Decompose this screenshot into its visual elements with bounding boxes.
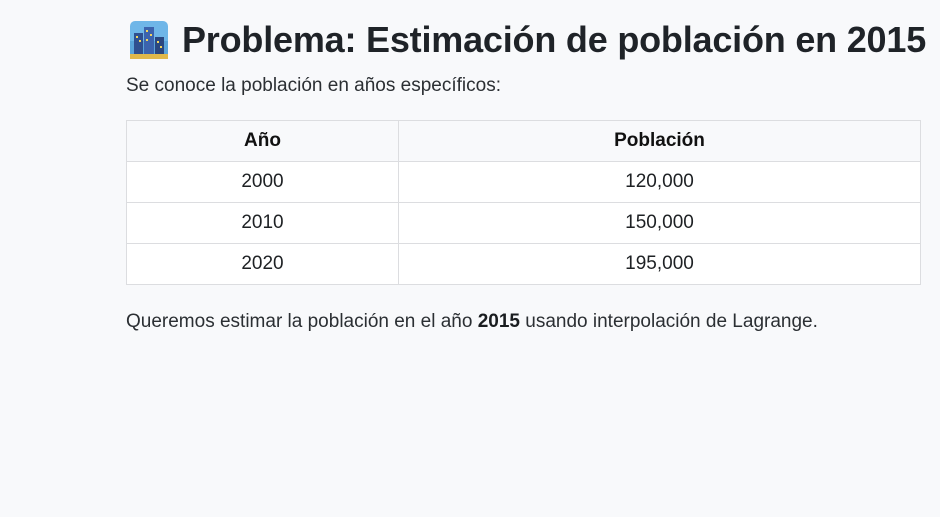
population-cell: 120,000 (399, 162, 921, 203)
population-cell: 150,000 (399, 203, 921, 244)
column-header-population: Población (399, 121, 921, 162)
year-cell: 2010 (127, 203, 399, 244)
table-row (127, 203, 921, 244)
year-cell: 2000 (127, 162, 399, 203)
page-title (126, 14, 927, 66)
intro-text: Se conoce la población en años específicos: (126, 75, 501, 96)
table-header-row (127, 121, 921, 162)
population-cell: 195,000 (399, 244, 921, 285)
year-cell: 2020 (127, 244, 399, 285)
conclusion-after: usando interpolación de Lagrange. (519, 311, 818, 332)
column-header-year: Año (127, 121, 399, 162)
table-row (127, 244, 921, 285)
cityscape-icon (130, 21, 168, 59)
problem-content (126, 14, 927, 334)
conclusion-text (126, 310, 921, 334)
conclusion-before: Queremos estimar la población en el año (126, 311, 478, 332)
target-year: 2015 (477, 311, 520, 332)
page-title-text: Problema: Estimación de población en 2015 (182, 19, 927, 60)
population-table (126, 120, 921, 285)
table-row (127, 162, 921, 203)
